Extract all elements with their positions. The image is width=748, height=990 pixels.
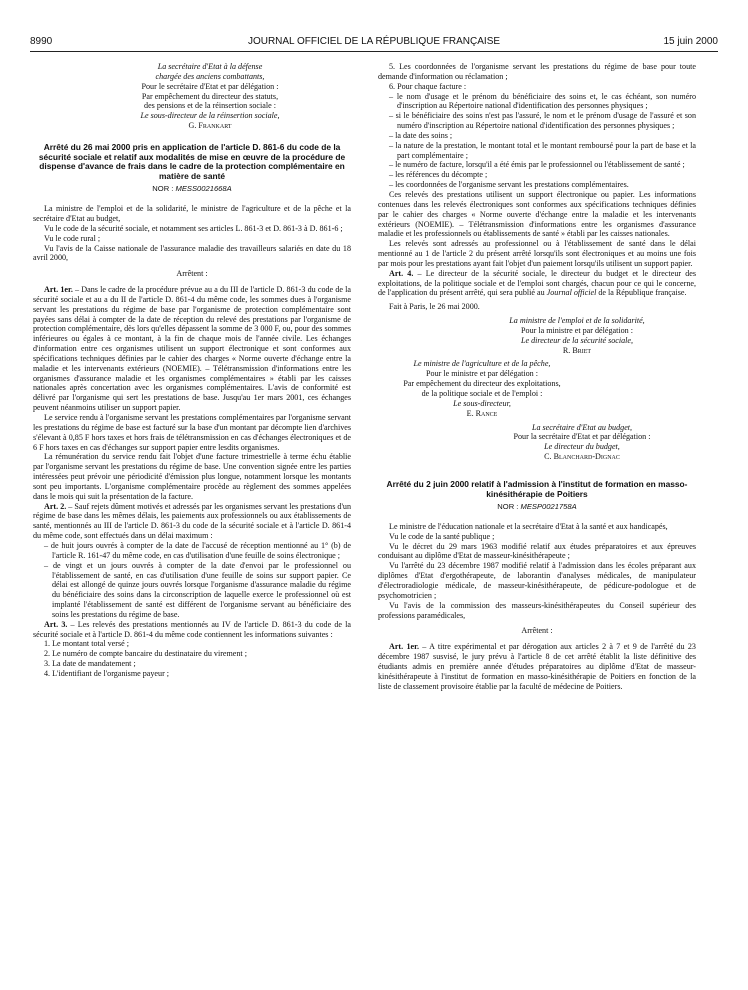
list-item: 5. Les coordonnées de l'organisme servant les prestations du régime de base pour toute demande d'information ou réclamation ; xyxy=(378,62,696,81)
arretent-heading: Arrêtent : xyxy=(176,269,208,279)
left-column xyxy=(33,62,351,679)
journal-title: JOURNAL OFFICIEL DE LA RÉPUBLIQUE FRANÇAISE xyxy=(247,36,501,47)
article-4 xyxy=(378,269,696,299)
signature-line: Par empêchement du directeur des statuts, xyxy=(141,91,279,101)
signatory-name: E. Rance xyxy=(466,408,498,418)
information-list xyxy=(33,639,351,678)
list-item: 4. L'identifiant de l'organisme payeur ; xyxy=(44,668,170,678)
article-label: Art. 3. xyxy=(44,619,68,629)
list-item: 6. Pour chaque facture : xyxy=(389,81,467,91)
list-item: – la nature de la prestation, le montant total et le montant remboursé pour la part de base et la part complémentaire ; xyxy=(389,141,696,161)
article-text: – Dans le cadre de la procédure prévue au a du III de l'article D. 861-3 du code de la sécurité sociale et au a du II de l'article D. 861-4 du même code, les sommes dues à l'organisme servant les prestations du régime de base par l'organisme de protection complémentaire sont payées sans délai à compter de la date de réception du relevé des prestations par l'organisme de protection complémentaire, dès lors qu'elles dépassent la somme de 3 000 F, ou, pour des sommes inférieures ou égales à ce montant, à la fin de chaque mois de l'année civile. Les échanges d'information entre ces organismes utilisent un support électronique et sont conformes aux spécifications techniques définies par le cahier des charges « Norme ouverte d'échange entre la maladie et les intervenants extérieurs (NOEMIE). – Télétransmission d'informations entre les organismes d'assurance maladie et les organismes complémentaires » établi par les caisses nationales après concertation avec les organismes complémentaires. L'avis de conformité est délivré par l'organisme qui sert les prestations de base. Jusqu'au 1er mars 2001, ces échanges peuvent néanmoins utiliser un support papier. xyxy=(33,285,351,413)
nor-reference xyxy=(378,502,696,512)
article-label: Art. 1er. xyxy=(44,285,73,295)
list-item: – la date des soins ; xyxy=(389,131,696,141)
nor-label: NOR : xyxy=(497,502,519,512)
article-1 xyxy=(378,642,696,691)
list-item: – le nom d'usage et le prénom du bénéficiaire des soins et, le cas échéant, son numéro d'inscription au Répertoire national d'identification des personnes physiques ; xyxy=(389,92,696,112)
article-text: – Le directeur de la sécurité sociale, le directeur du budget et le directeur des exploitations, de la politique sociale et de l'emploi sont chargés, chacun pour ce qui le concerne, de l'application du présent arrêté, qui sera publié au xyxy=(378,268,696,298)
list-item: 2. Le numéro de compte bancaire du destinataire du virement ; xyxy=(44,649,247,659)
signatory-name: R. Briet xyxy=(562,345,592,355)
article-2 xyxy=(33,502,351,541)
signature-line: Par empêchement du directeur des exploitations, xyxy=(403,379,561,389)
article-label: Art. 4. xyxy=(389,268,414,278)
nor-value: MESP0021758A xyxy=(520,502,577,512)
signature-line: La secrétaire d'Etat au budget, xyxy=(531,422,633,432)
signature-line: des pensions et de la réinsertion sociale : xyxy=(144,101,276,111)
paragraph: Le service rendu à l'organisme servant les prestations complémentaires par l'organisme servant les prestations du régime de base est facturé sur la base d'un montant par décompte lien d'archives s'élevant à 0,85 F hors taxes et hors frais de télétransmission en cas d'échanges électroniques et de 6 F hors taxes en cas d'échanges sur support papier entre lesdits organismes. xyxy=(33,413,351,452)
arrete-title: Arrêté du 2 juin 2000 relatif à l'admission à l'institut de formation en masso-kinésithérapie de Poitiers xyxy=(386,478,688,499)
signatory-name: G. Frankart xyxy=(188,121,232,131)
paragraph: Vu le décret du 29 mars 1963 modifié relatif aux études préparatoires et aux épreuves conduisant au diplôme d'Etat de masseur-kinésithérapeute ; xyxy=(378,541,696,561)
signatory-name: C. Blanchard-Dignac xyxy=(544,452,620,462)
delay-list xyxy=(33,541,351,620)
article-label: Art. 2. xyxy=(44,501,67,511)
paragraph: Vu l'avis de la commission des masseurs-kinésithérapeutes du Conseil supérieur des professions paramédicales, xyxy=(378,600,696,620)
paragraph: Ces relevés des prestations utilisent un support électronique ou papier. Les informations contenues dans les relevés électroniques sont conformes aux spécifications techniques définies par le cahier des charges « Norme ouverte d'échange entre la maladie et les intervenants extérieurs (NOEMIE). – Télétransmission d'informations entre les organismes d'assurance maladie et les professionnels ou établissements de santé » établi par les caisses nationales. xyxy=(378,189,696,239)
signature-line: Le sous-directeur, xyxy=(453,398,511,408)
issue-date: 15 juin 2000 xyxy=(663,36,718,47)
paragraph: Vu le code de la sécurité sociale, et notamment ses articles L. 861-3 et D. 861-3 à D. 861-6 ; xyxy=(44,223,343,233)
page-header xyxy=(30,36,718,50)
article-3 xyxy=(33,620,351,640)
paragraph: La rémunération du service rendu fait l'objet d'une facture trimestrielle à terme échu établie par l'organisme servant les prestations du régime de base. Une convention signée entre les parties intéressées peut prévoir une périodicité d'émission plus longue, notamment lorsque les montants sont peu importants. L'organisme complémentaire procède au règlement des sommes appelées dans le mois qui suit la présentation de la facture. xyxy=(33,452,351,501)
right-column xyxy=(378,62,696,691)
article-text: – Sauf rejets dûment motivés et adressés par les organismes servant les prestations d'un régime de base dans les mêmes délais, les paiements aux professionnels ou aux établissements de santé, mentionnés au III de l'article D. 861-3 du code de la sécurité sociale et à l'article D. 861-4 du même code, sont effectués dans un délai maximum : xyxy=(33,501,351,541)
list-item: 3. La date de mandatement ; xyxy=(44,659,136,669)
arrete-title: Arrêté du 26 mai 2000 pris en application de l'article D. 861-6 du code de la sécurité sociale et relatif aux modalités de mise en œuvre de la procédure de dispense d'avance de frais dans le cadre de la protection complémentaire en matière de santé xyxy=(38,141,346,181)
article-label: Art. 1er. xyxy=(389,642,419,652)
list-item: – si le bénéficiaire des soins n'est pas l'assuré, le nom et le prénom d'usage de l'assuré et son numéro d'inscription au Répertoire national d'identification des personnes physiques ; xyxy=(389,111,696,131)
nor-label: NOR : xyxy=(152,184,174,194)
paragraph: Vu l'arrêté du 23 décembre 1987 modifié relatif à l'admission dans les écoles préparant aux diplômes d'Etat d'ergothérapeute, de laborantin d'analyses médicales, de manipulateur d'électroradiologie médicale, de masseur-kinésithérapeute, de pédicure-podologue et de psychomotricien ; xyxy=(378,561,696,600)
article-text: – A titre expérimental et par dérogation aux articles 2 à 7 et 9 de l'arrêté du 23 décembre 1987 susvisé, le jury prévu à l'article 8 de cet arrêté établit la liste définitive des étudiants admis en première année d'études préparatoires au diplôme d'Etat de masseur-kinésithérapeute à l'institut de formation en masso-kinésithérapie de Poitiers en fonction de la liste de classement provisoire établie par la faculté de médecine de Poitiers. xyxy=(378,642,696,691)
header-rule xyxy=(30,51,718,52)
paragraph: Vu le code de la santé publique ; xyxy=(389,531,495,541)
paragraph: Vu le code rural ; xyxy=(44,233,101,243)
list-item: – de vingt et un jours ouvrés à compter de la date d'envoi par le professionnel ou l'établissement de santé, en cas d'utilisation d'une feuille de soins sur support papier. Ce délai est allongé de quinze jours ouvrés lorsque l'organisme d'assurance maladie du régime du bénéficiaire des soins dans la circonscription de laquelle exerce le professionnel où est implanté l'établissement de santé est différent de l'organisme servant au bénéficiaire des soins les prestations du régime de base. xyxy=(44,561,351,620)
signature-line: Pour le ministre et par délégation : xyxy=(426,369,538,379)
place-date: Fait à Paris, le 26 mai 2000. xyxy=(389,302,480,312)
article-1 xyxy=(33,285,351,413)
signature-block-budget xyxy=(378,423,696,462)
signature-line: Le ministre de l'agriculture et de la pêche, xyxy=(413,359,551,369)
signature-line: Le directeur de la sécurité sociale, xyxy=(520,335,634,345)
signature-line: de la politique sociale et de l'emploi : xyxy=(421,389,543,398)
signature-block-emploi xyxy=(378,316,696,355)
signature-line: La secrétaire d'Etat à la défense xyxy=(157,62,263,71)
signature-line: Pour le secrétaire d'Etat et par délégation : xyxy=(141,81,279,91)
nor-reference xyxy=(33,184,351,194)
invoice-details-list xyxy=(378,92,696,190)
signature-line: Le sous-directeur de la réinsertion sociale, xyxy=(140,111,280,121)
paragraph: Le ministre de l'éducation nationale et la secrétaire d'Etat à la santé et aux handicapés, xyxy=(389,521,668,531)
list-item: – les coordonnées de l'organisme servant les prestations complémentaires. xyxy=(389,180,696,190)
paragraph: Les relevés sont adressés au professionnel ou à l'établissement de santé dans le délai mentionné au 1 de l'article 2 du présent arrêté lorsqu'ils sont électroniques et au moins une fois par mois pour les prestations ayant fait l'objet d'un paiement lorsqu'ils utilisent un support papier. xyxy=(378,239,696,268)
signature-block-agriculture xyxy=(378,359,696,418)
list-item: – de huit jours ouvrés à compter de la date de l'accusé de réception mentionné au 1° (b) de l'article R. 161-47 du même code, en cas d'utilisation d'une feuille de soins électronique ; xyxy=(44,541,351,561)
signature-line: Pour la secrétaire d'Etat et par délégation : xyxy=(513,432,651,442)
signature-line: Pour la ministre et par délégation : xyxy=(521,325,633,335)
list-item: – le numéro de facture, lorsqu'il a été émis par le professionnel ou l'établissement de santé ; xyxy=(389,160,696,170)
signature-block-defense xyxy=(33,62,351,131)
list-item: 1. Le montant total versé ; xyxy=(44,639,129,649)
journal-reference: Journal officiel xyxy=(546,288,597,298)
signature-line: chargée des anciens combattants, xyxy=(155,71,265,81)
list-item: – les références du décompte ; xyxy=(389,170,696,180)
article-text: de la République française. xyxy=(596,288,687,298)
page-number: 8990 xyxy=(30,36,53,47)
paragraph: La ministre de l'emploi et de la solidarité, le ministre de l'agriculture et de la pêche et la secrétaire d'Etat au budget, xyxy=(33,204,351,223)
article-text: – Les relevés des prestations mentionnés au IV de l'article D. 861-3 du code de la sécurité sociale et à l'article D. 861-4 du même code contiennent les informations suivantes : xyxy=(33,619,351,639)
signature-line: Le directeur du budget, xyxy=(544,442,620,452)
arretent-heading: Arrêtent : xyxy=(521,626,553,636)
nor-value: MESS0021668A xyxy=(175,184,232,194)
signature-line: La ministre de l'emploi et de la solidarité, xyxy=(509,316,645,326)
paragraph: Vu l'avis de la Caisse nationale de l'assurance maladie des travailleurs salariés en date du 18 avril 2000, xyxy=(33,243,351,263)
